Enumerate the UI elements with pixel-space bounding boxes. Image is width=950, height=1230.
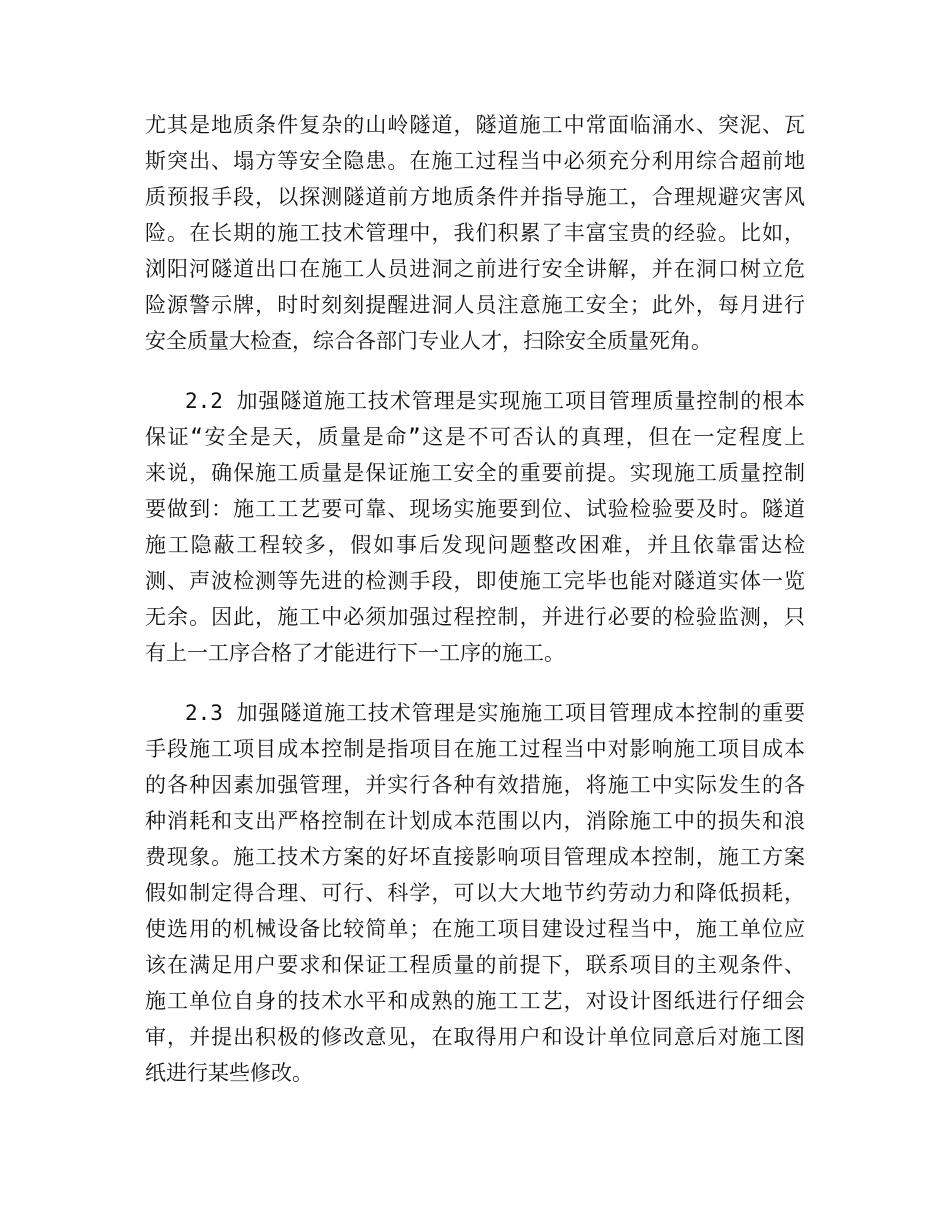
text-line: 的各种因素加强管理，并实行各种有效措施，将施工中实际发生的各 [145,773,805,797]
text-line: 费现象。施工技术方案的好坏直接影响项目管理成本控制，施工方案 [145,845,805,869]
text-line: 安全质量大检查，综合各部门专业人才，扫除安全质量死角。 [145,329,712,353]
text-line: 尤其是地质条件复杂的山岭隧道，隧道施工中常面临涌水、突泥、瓦 [145,113,805,137]
text-line: 浏阳河隧道出口在施工人员进洞之前进行安全讲解，并在洞口树立危 [145,257,805,281]
section-heading-line: 2.2 加强隧道施工技术管理是实现施工项目管理质量控制的根本 [185,389,805,413]
text-line: 险源警示牌，时时刻刻提醒进洞人员注意施工安全；此外，每月进行 [145,293,805,317]
text-line: 质预报手段，以探测隧道前方地质条件并指导施工，合理规避灾害风 [145,185,805,209]
paragraph-cost-control [145,695,805,1091]
text-line: 假如制定得合理、可行、科学，可以大大地节约劳动力和降低损耗， [145,881,805,905]
text-line: 该在满足用户要求和保证工程质量的前提下，联系项目的主观条件、 [145,953,805,977]
text-line: 使选用的机械设备比较简单；在施工项目建设过程当中，施工单位应 [145,917,805,941]
text-line: 施工单位自身的技术水平和成熟的施工工艺，对设计图纸进行仔细会 [145,989,805,1013]
text-line: 险。在长期的施工技术管理中，我们积累了丰富宝贵的经验。比如， [145,221,805,245]
text-line: 斯突出、塌方等安全隐患。在施工过程当中必须充分利用综合超前地 [145,149,805,173]
text-line: 无余。因此，施工中必须加强过程控制，并进行必要的检验监测，只 [145,605,805,629]
text-line: 来说，确保施工质量是保证施工安全的重要前提。实现施工质量控制 [145,461,805,485]
text-line: 保证“安全是天，质量是命”这是不可否认的真理，但在一定程度上 [145,425,805,449]
text-line: 种消耗和支出严格控制在计划成本范围以内，消除施工中的损失和浪 [145,809,805,833]
text-line: 纸进行某些修改。 [145,1061,313,1085]
text-line: 审，并提出积极的修改意见，在取得用户和设计单位同意后对施工图 [145,1025,805,1049]
text-line: 有上一工序合格了才能进行下一工序的施工。 [145,641,565,665]
paragraph-quality-control [145,383,805,671]
text-line: 施工隐蔽工程较多，假如事后发现问题整改困难，并且依靠雷达检 [145,533,805,557]
text-line: 手段施工项目成本控制是指项目在施工过程当中对影响施工项目成本 [145,737,805,761]
paragraph-safety [145,107,805,359]
text-line: 要做到：施工工艺要可靠、现场实施要到位、试验检验要及时。隧道 [145,497,805,521]
text-line: 测、声波检测等先进的检测手段，即使施工完毕也能对隧道实体一览 [145,569,805,593]
section-heading-line: 2.3 加强隧道施工技术管理是实施施工项目管理成本控制的重要 [185,701,805,725]
